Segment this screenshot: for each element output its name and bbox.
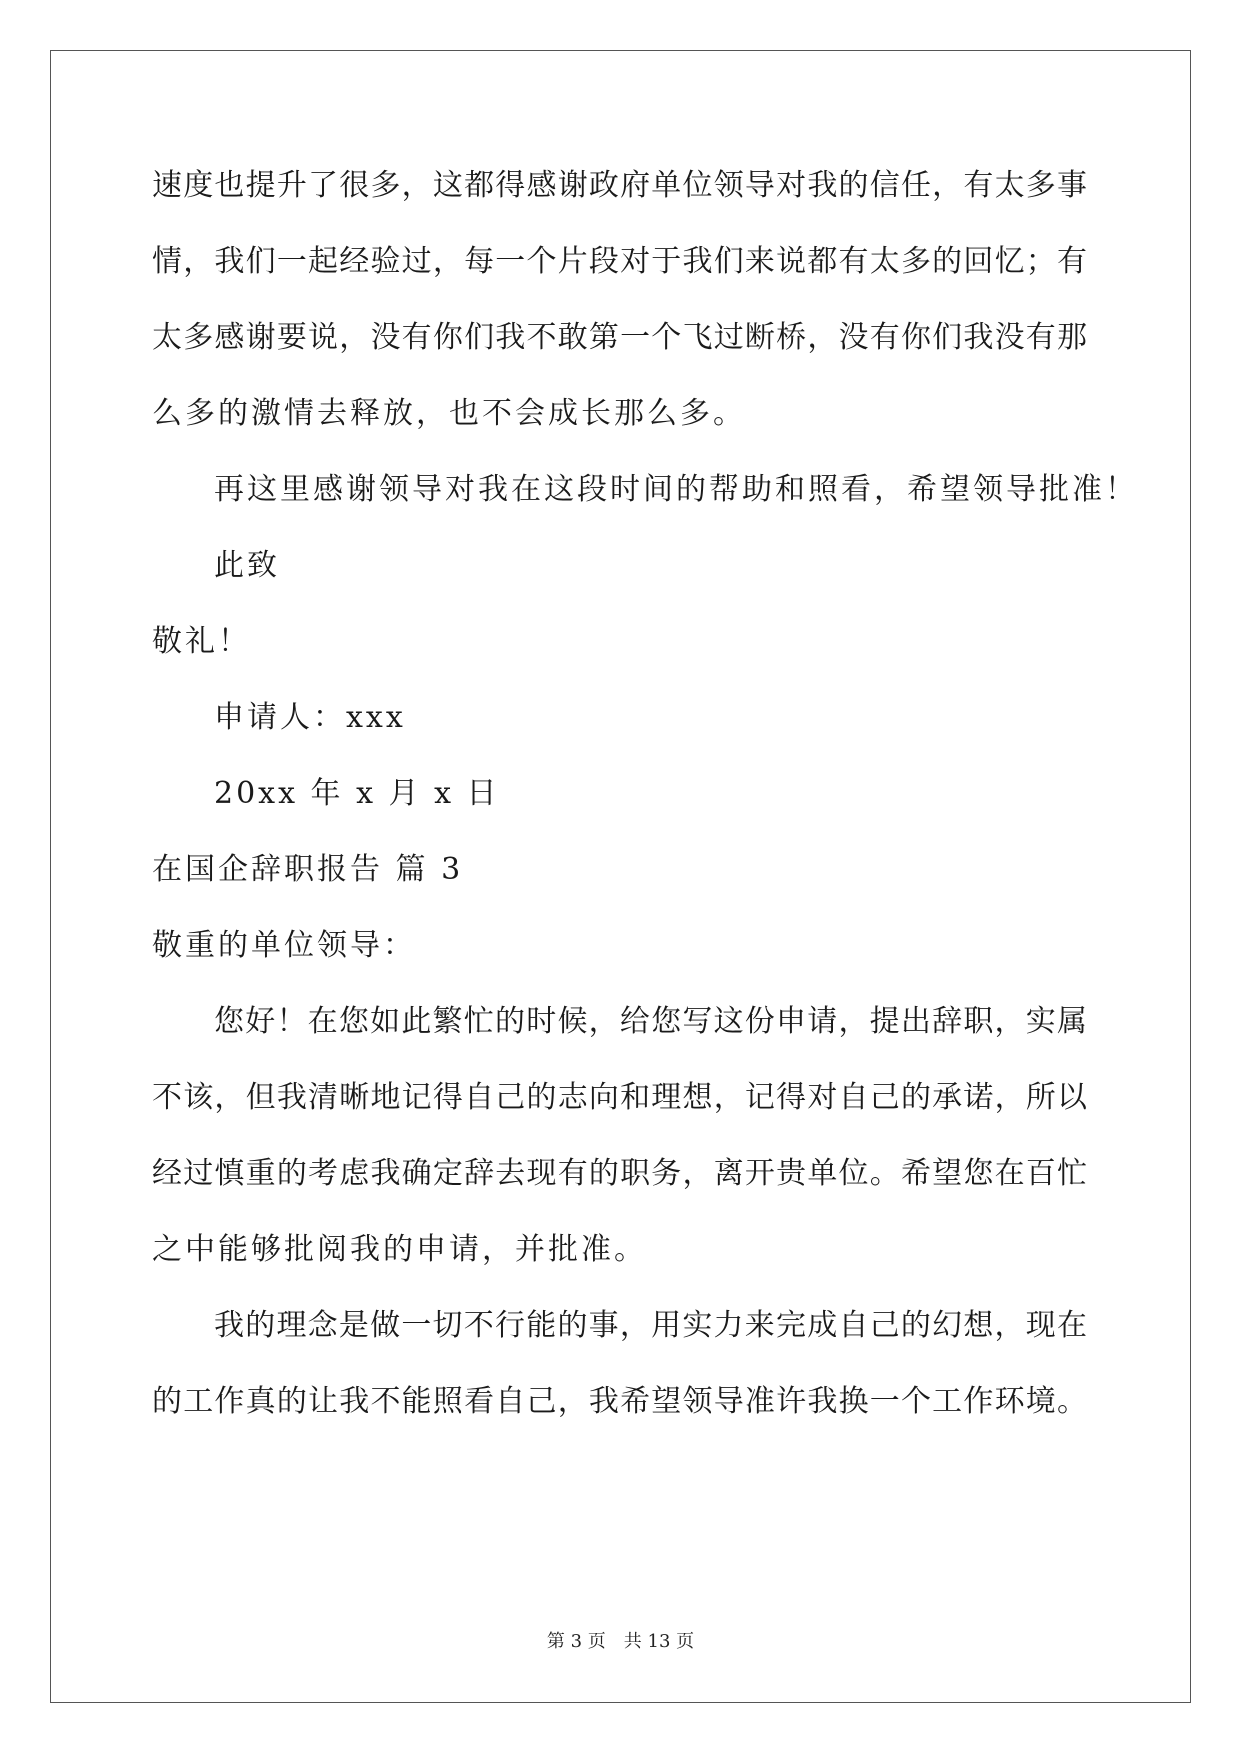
section-title: 在国企辞职报告 篇 3 — [152, 852, 464, 887]
closing-salutation: 此致 — [214, 548, 280, 583]
page-number-footer: 第 3 页 共 13 页 — [546, 1631, 695, 1652]
body-line: 速度也提升了很多，这都得感谢政府单位领导对我的信任，有太多事 — [152, 168, 1087, 203]
body-line: 太多感谢要说，没有你们我不敢第一个飞过断桥，没有你们我没有那 — [152, 320, 1087, 355]
body-line: 之中能够批阅我的申请，并批准。 — [152, 1232, 647, 1267]
body-line: 不该，但我清晰地记得自己的志向和理想，记得对自己的承诺，所以 — [152, 1080, 1087, 1115]
applicant-signature: 申请人：xxx — [214, 700, 406, 735]
date-line: 20xx 年 x 月 x 日 — [214, 776, 500, 811]
body-line: 的工作真的让我不能照看自己，我希望领导准许我换一个工作环境。 — [152, 1384, 1087, 1419]
greeting: 敬重的单位领导： — [152, 928, 416, 963]
thanks-paragraph: 再这里感谢领导对我在这段时间的帮助和照看，希望领导批准！ — [214, 472, 1138, 507]
body-line: 您好！在您如此繁忙的时候，给您写这份申请，提出辞职，实属 — [214, 1004, 1087, 1039]
body-line: 经过慎重的考虑我确定辞去现有的职务，离开贵单位。希望您在百忙 — [152, 1156, 1087, 1191]
regards: 敬礼！ — [152, 624, 251, 659]
body-line: 情，我们一起经验过，每一个片段对于我们来说都有太多的回忆；有 — [152, 244, 1087, 279]
body-line: 么多的激情去释放，也不会成长那么多。 — [152, 396, 746, 431]
body-line: 我的理念是做一切不行能的事，用实力来完成自己的幻想，现在 — [214, 1308, 1087, 1343]
